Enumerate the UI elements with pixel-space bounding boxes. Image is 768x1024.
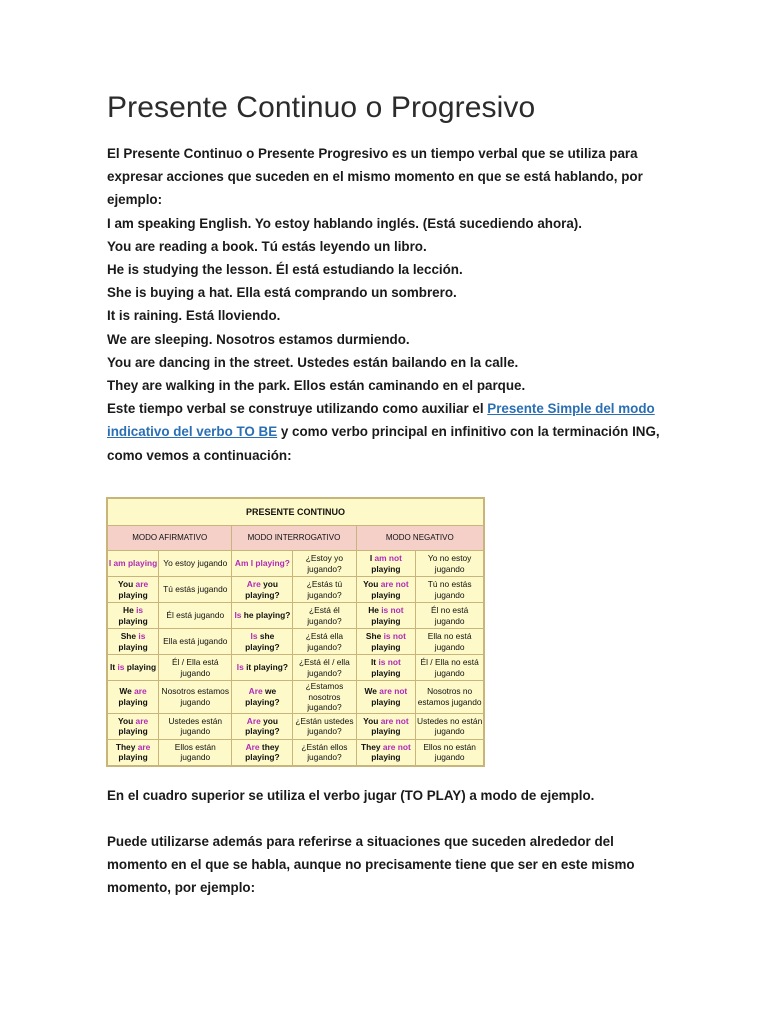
conjugation-table-image: [106, 497, 485, 767]
cell-suffix: playing: [124, 662, 157, 673]
cell-interrogative-es: ¿Están ellos jugando?: [293, 739, 356, 765]
cell-suffix: playing: [371, 641, 401, 652]
cell-suffix: playing: [118, 696, 148, 707]
verb-keyword: are not: [382, 741, 411, 752]
cell-interrogative-en: [232, 655, 293, 681]
verb-keyword: is not: [383, 631, 406, 641]
cell-suffix: playing: [118, 752, 148, 762]
header-negativo: MODO NEGATIVO: [356, 526, 484, 551]
cell-negative-es: Tú no estás jugando: [416, 577, 484, 603]
cell-suffix: we playing?: [245, 686, 280, 707]
cell-affirmative-en: [108, 603, 159, 629]
verb-keyword: are: [135, 579, 149, 589]
verb-keyword: Are: [246, 715, 261, 726]
cell-negative-es: Nosotros no estamos jugando: [416, 681, 484, 714]
example-line: We are sleeping. Nosotros estamos durmiendo.: [107, 331, 410, 347]
verb-keyword: Is: [236, 662, 244, 673]
closing-line: momento en el que se habla, aunque no precisamente tiene que ser en este mismo: [107, 857, 635, 873]
cell-affirmative-en: [108, 739, 159, 765]
intro-line: expresar acciones que suceden en el mismo momento en que se está hablando, por: [107, 169, 643, 185]
table-row: [108, 629, 484, 655]
cell-affirmative-es: Ustedes están jugando: [159, 713, 232, 739]
construct-text: y como verbo principal en infinitivo con la terminación ING,: [277, 424, 660, 440]
cell-interrogative-en: [232, 577, 293, 603]
cell-affirmative-en: [108, 681, 159, 714]
verb-keyword: is not: [378, 657, 401, 667]
cell-negative-en: [356, 577, 416, 603]
verb-keyword: are not: [379, 686, 408, 697]
construct-text: Este tiempo verbal se construye utilizando como auxiliar el: [107, 401, 488, 417]
verb-keyword: are not: [380, 715, 409, 726]
verb-keyword: are: [137, 741, 151, 752]
cell-negative-en: [356, 551, 416, 577]
table-row: [108, 681, 484, 714]
cell-affirmative-en: [108, 713, 159, 739]
verb-keyword: am not: [374, 553, 402, 563]
cell-suffix: he playing?: [241, 610, 291, 621]
cell-negative-es: Ella no está jugando: [416, 629, 484, 655]
cell-suffix: playing: [371, 615, 401, 626]
cell-interrogative-en: [232, 551, 293, 577]
example-note: En el cuadro superior se utiliza el verbo jugar (TO PLAY) a modo de ejemplo.: [107, 788, 595, 803]
cell-prefix: It: [370, 657, 379, 667]
cell-suffix: you playing?: [245, 715, 280, 736]
cell-affirmative-es: Ella está jugando: [159, 629, 232, 655]
cell-suffix: it playing?: [243, 662, 288, 673]
after-table-text: [107, 784, 667, 807]
cell-suffix: she playing?: [245, 631, 280, 652]
verb-keyword: is: [138, 631, 146, 641]
cell-suffix: playing: [371, 667, 401, 678]
cell-interrogative-es: ¿Estoy yo jugando?: [293, 551, 356, 577]
cell-prefix: You: [118, 579, 136, 589]
closing-line: Puede utilizarse además para referirse a situaciones que suceden alrededor del: [107, 834, 614, 849]
verb-keyword: are not: [380, 579, 409, 589]
table-row: [108, 577, 484, 603]
cell-prefix: She: [365, 631, 384, 641]
closing-line: momento, por ejemplo:: [107, 880, 256, 896]
example-line: He is studying the lesson. Él está estudiando la lección.: [107, 262, 463, 278]
cell-prefix: We: [119, 686, 135, 697]
table-row: [108, 603, 484, 629]
table-title: PRESENTE CONTINUO: [108, 499, 484, 526]
page-title: Presente Continuo o Progresivo: [107, 91, 536, 124]
cell-negative-es: Ellos no están jugando: [416, 739, 484, 765]
table-row: [108, 655, 484, 681]
construct-line-1: [107, 397, 667, 420]
intro-line: ejemplo:: [107, 192, 163, 208]
cell-interrogative-es: ¿Está ella jugando?: [293, 629, 356, 655]
verb-keyword: are: [135, 715, 149, 726]
cell-negative-es: Él / Ella no está jugando: [416, 655, 484, 681]
table-row: [108, 551, 484, 577]
cell-suffix: playing: [371, 696, 401, 707]
cell-prefix: They: [115, 741, 138, 752]
cell-negative-en: [356, 655, 416, 681]
cell-affirmative-es: Él / Ella está jugando: [159, 655, 232, 681]
example-line: You are reading a book. Tú estás leyendo un libro.: [107, 238, 427, 254]
cell-negative-en: [356, 603, 416, 629]
cell-suffix: playing: [371, 726, 401, 736]
example-line: I am speaking English. Yo estoy hablando inglés. (Está sucediendo ahora).: [107, 215, 582, 231]
construct-line-3: como vemos a continuación:: [107, 447, 292, 463]
cell-suffix: playing: [371, 563, 401, 574]
cell-suffix: playing: [118, 589, 148, 600]
verb-keyword: is: [117, 662, 125, 673]
example-line: She is buying a hat. Ella está comprando un sombrero.: [107, 285, 457, 301]
cell-interrogative-es: ¿Está él jugando?: [293, 603, 356, 629]
construct-line-2: [107, 420, 667, 443]
example-line: They are walking in the park. Ellos están caminando en el parque.: [107, 378, 526, 394]
cell-prefix: It: [110, 662, 118, 673]
cell-affirmative-es: Tú estás jugando: [159, 577, 232, 603]
verb-keyword: Am I playing?: [234, 558, 290, 569]
intro-line: El Presente Continuo o Presente Progresivo es un tiempo verbal que se utiliza para: [107, 146, 638, 161]
cell-prefix: She: [120, 631, 139, 641]
conjugation-table: [107, 498, 484, 766]
cell-affirmative-es: Yo estoy jugando: [159, 551, 232, 577]
cell-suffix: playing: [118, 641, 148, 652]
verb-keyword: Are: [248, 686, 263, 697]
cell-negative-en: [356, 629, 416, 655]
intro-paragraph: [107, 142, 667, 467]
cell-suffix: they playing?: [245, 741, 280, 762]
example-line: It is raining. Está lloviendo.: [107, 308, 281, 324]
cell-prefix: He: [368, 605, 382, 615]
cell-interrogative-en: [232, 713, 293, 739]
cell-affirmative-en: [108, 655, 159, 681]
cell-suffix: playing: [371, 589, 401, 600]
cell-interrogative-es: ¿Están ustedes jugando?: [293, 713, 356, 739]
verb-keyword: is: [136, 605, 144, 615]
cell-prefix: I am playing: [108, 558, 158, 569]
cell-suffix: playing: [118, 615, 148, 626]
header-interrogativo: MODO INTERROGATIVO: [232, 526, 356, 551]
cell-negative-en: [356, 681, 416, 714]
cell-prefix: We: [364, 686, 380, 697]
verb-keyword: are: [134, 686, 147, 697]
cell-suffix: playing: [371, 752, 401, 762]
cell-prefix: I: [369, 553, 375, 563]
cell-suffix: you playing?: [245, 579, 280, 600]
cell-interrogative-en: [232, 629, 293, 655]
cell-affirmative-es: Ellos están jugando: [159, 739, 232, 765]
cell-affirmative-en: [108, 629, 159, 655]
cell-suffix: playing: [118, 726, 148, 736]
document-page: [107, 88, 667, 467]
cell-affirmative-en: [108, 577, 159, 603]
verb-keyword: Is: [234, 610, 242, 621]
table-row: [108, 739, 484, 765]
cell-interrogative-en: [232, 681, 293, 714]
cell-negative-es: Él no está jugando: [416, 603, 484, 629]
cell-negative-es: Ustedes no están jugando: [416, 713, 484, 739]
cell-affirmative-es: Él está jugando: [159, 603, 232, 629]
table-body: [108, 551, 484, 766]
cell-affirmative-en: [108, 551, 159, 577]
verbo-to-be-link[interactable]: indicativo del verbo TO BE: [107, 424, 278, 440]
example-line: You are dancing in the street. Ustedes están bailando en la calle.: [107, 354, 519, 370]
cell-prefix: You: [363, 579, 381, 589]
cell-negative-en: [356, 713, 416, 739]
table-row: [108, 713, 484, 739]
cell-affirmative-es: Nosotros estamos jugando: [159, 681, 232, 714]
cell-prefix: He: [123, 605, 137, 615]
cell-interrogative-es: ¿Estamos nosotros jugando?: [293, 681, 356, 714]
verb-keyword: Are: [246, 579, 261, 589]
cell-negative-en: [356, 739, 416, 765]
closing-paragraph: [107, 830, 667, 900]
cell-negative-es: Yo no estoy jugando: [416, 551, 484, 577]
presente-simple-link[interactable]: Presente Simple del modo: [487, 401, 655, 417]
cell-prefix: You: [118, 715, 136, 726]
cell-interrogative-es: ¿Estás tú jugando?: [293, 577, 356, 603]
header-afirmativo: MODO AFIRMATIVO: [108, 526, 232, 551]
verb-keyword: Are: [245, 741, 260, 752]
verb-keyword: Is: [250, 631, 258, 641]
cell-prefix: You: [363, 715, 381, 726]
cell-interrogative-en: [232, 739, 293, 765]
cell-interrogative-en: [232, 603, 293, 629]
cell-interrogative-es: ¿Está él / ella jugando?: [293, 655, 356, 681]
verb-keyword: is not: [381, 605, 404, 615]
cell-prefix: They: [360, 741, 383, 752]
